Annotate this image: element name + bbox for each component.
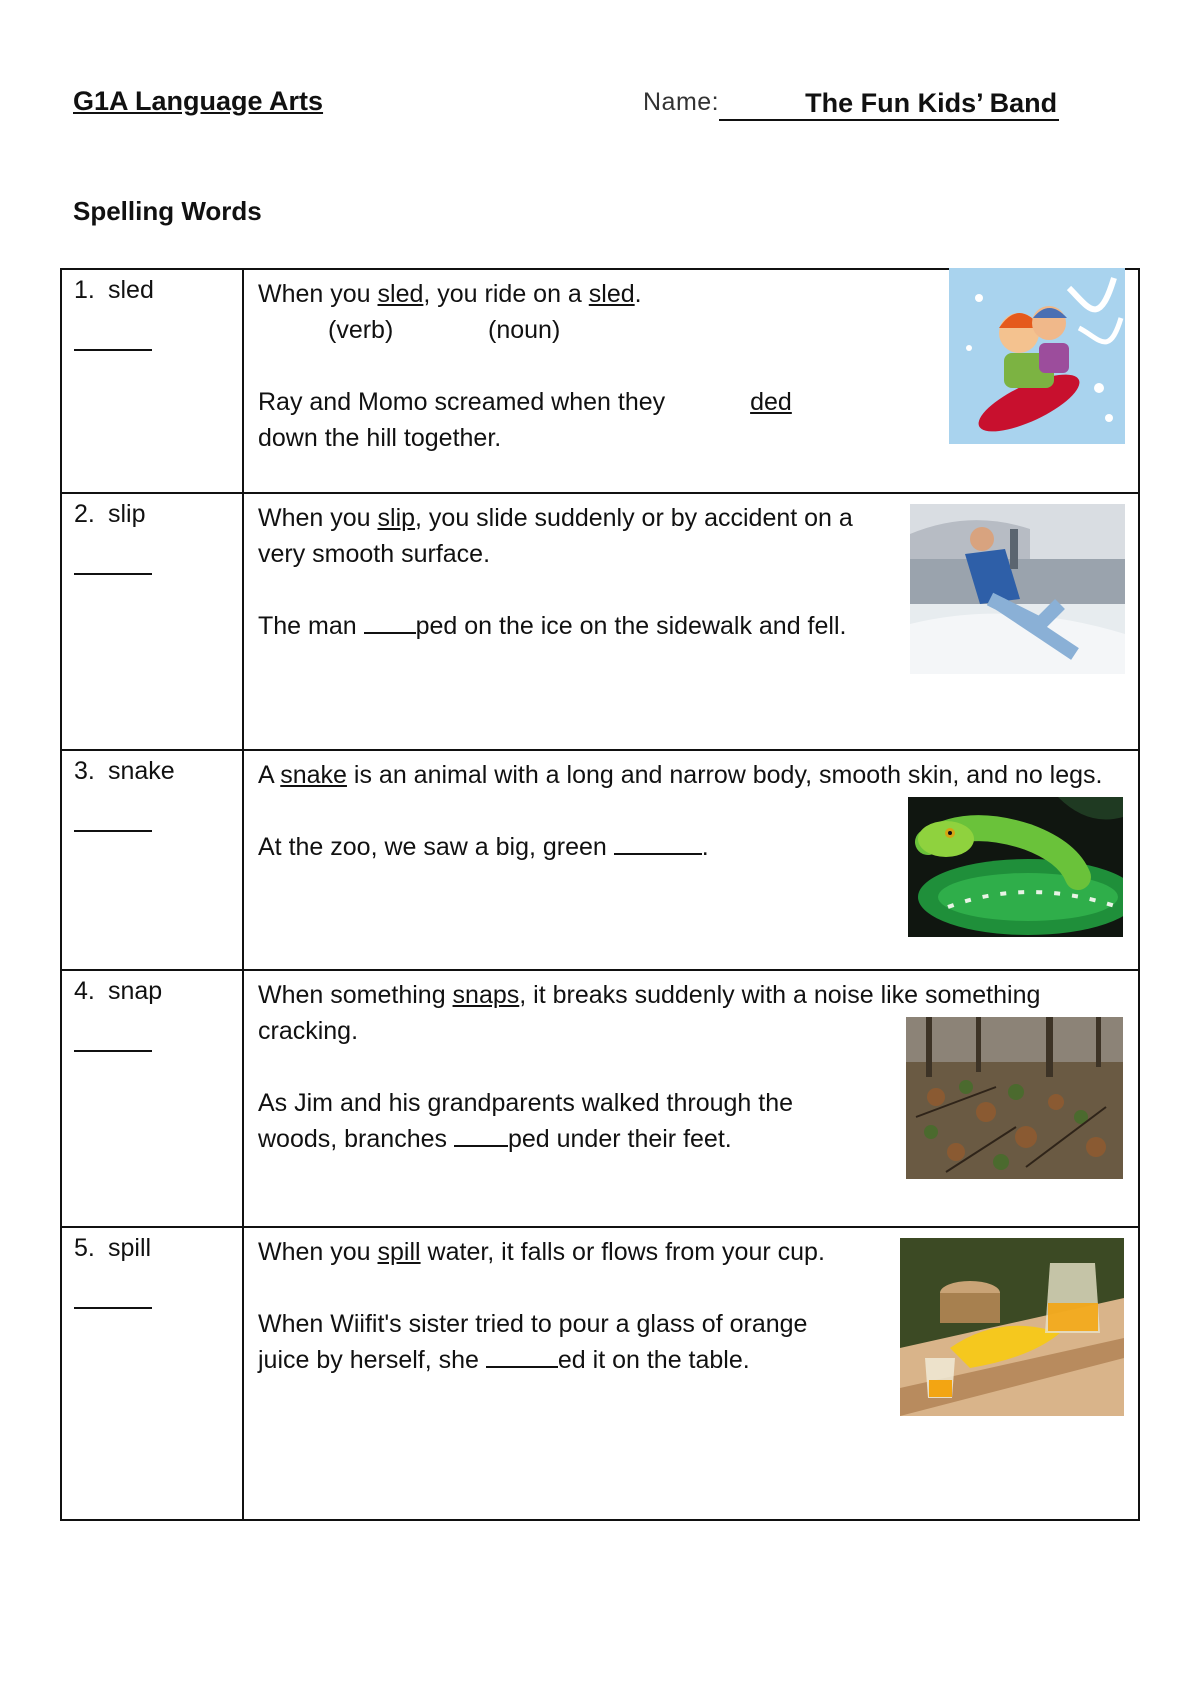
table-row	[61, 493, 1139, 750]
example-sentence: The man ped on the ice on the sidewalk and fell.	[258, 608, 868, 644]
definition-text: When you spill water, it falls or flows from your cup.	[258, 1238, 825, 1266]
word-cell	[61, 750, 243, 970]
name-field	[643, 86, 1059, 119]
spilled-juice-image	[900, 1238, 1124, 1416]
example-sentence: When Wiifit's sister tried to pour a glass of orange juice by herself, she ed it on the table.	[258, 1310, 808, 1374]
spelling-word: snake	[108, 757, 175, 785]
name-value: The Fun Kids’ Band	[805, 88, 1058, 118]
word-number: 5.	[74, 1234, 95, 1262]
word-number: 4.	[74, 977, 95, 1005]
definition-text: A snake is an animal with a long and narrow body, smooth skin, and no legs.	[258, 761, 1103, 789]
definition-text: When you slip, you slide suddenly or by accident on a very smooth surface.	[258, 504, 853, 568]
forest-branches-image	[906, 1017, 1123, 1179]
spelling-word: sled	[108, 276, 154, 304]
word-cell	[61, 1227, 243, 1520]
answer-blank	[74, 830, 152, 832]
green-snake-image	[908, 797, 1123, 937]
definition-cell	[243, 493, 1139, 750]
spelling-word: slip	[108, 500, 146, 528]
example-sentence: As Jim and his grandparents walked through the woods, branches ped under their feet.	[258, 1089, 794, 1153]
word-cell	[61, 493, 243, 750]
answer-blank	[74, 573, 152, 575]
definition-text: When you sled, you ride on a sled.	[258, 280, 642, 308]
pos-noun: (noun)	[488, 316, 561, 344]
pos-verb: (verb)	[328, 316, 394, 344]
table-row	[61, 269, 1139, 493]
definition-cell	[243, 269, 1139, 493]
sledding-kids-image	[949, 268, 1125, 444]
spelling-word: snap	[108, 977, 163, 1005]
slipping-man-image	[910, 504, 1125, 674]
example-sentence: At the zoo, we saw a big, green .	[258, 829, 1128, 865]
course-title: G1A Language Arts	[73, 86, 324, 116]
example-sentence: Ray and Momo screamed when they ded down the hill together.	[258, 388, 792, 452]
spelling-words-table	[60, 268, 1140, 1521]
worksheet-header	[73, 86, 1093, 126]
definition-cell	[243, 1227, 1139, 1520]
definition-text: When something snaps, it breaks suddenly with a noise like something cracking.	[258, 981, 1041, 1045]
word-cell	[61, 269, 243, 493]
word-number: 1.	[74, 276, 95, 304]
table-row	[61, 750, 1139, 970]
definition-cell	[243, 750, 1139, 970]
definition-cell	[243, 970, 1139, 1227]
name-label: Name:	[643, 88, 720, 116]
table-row	[61, 1227, 1139, 1520]
answer-blank	[74, 1050, 152, 1052]
answer-blank	[74, 349, 152, 351]
spelling-word: spill	[108, 1234, 152, 1262]
section-title: Spelling Words	[73, 196, 262, 226]
answer-blank	[74, 1307, 152, 1309]
name-line	[719, 88, 1059, 121]
word-cell	[61, 970, 243, 1227]
word-number: 2.	[74, 500, 95, 528]
table-row	[61, 970, 1139, 1227]
word-number: 3.	[74, 757, 95, 785]
